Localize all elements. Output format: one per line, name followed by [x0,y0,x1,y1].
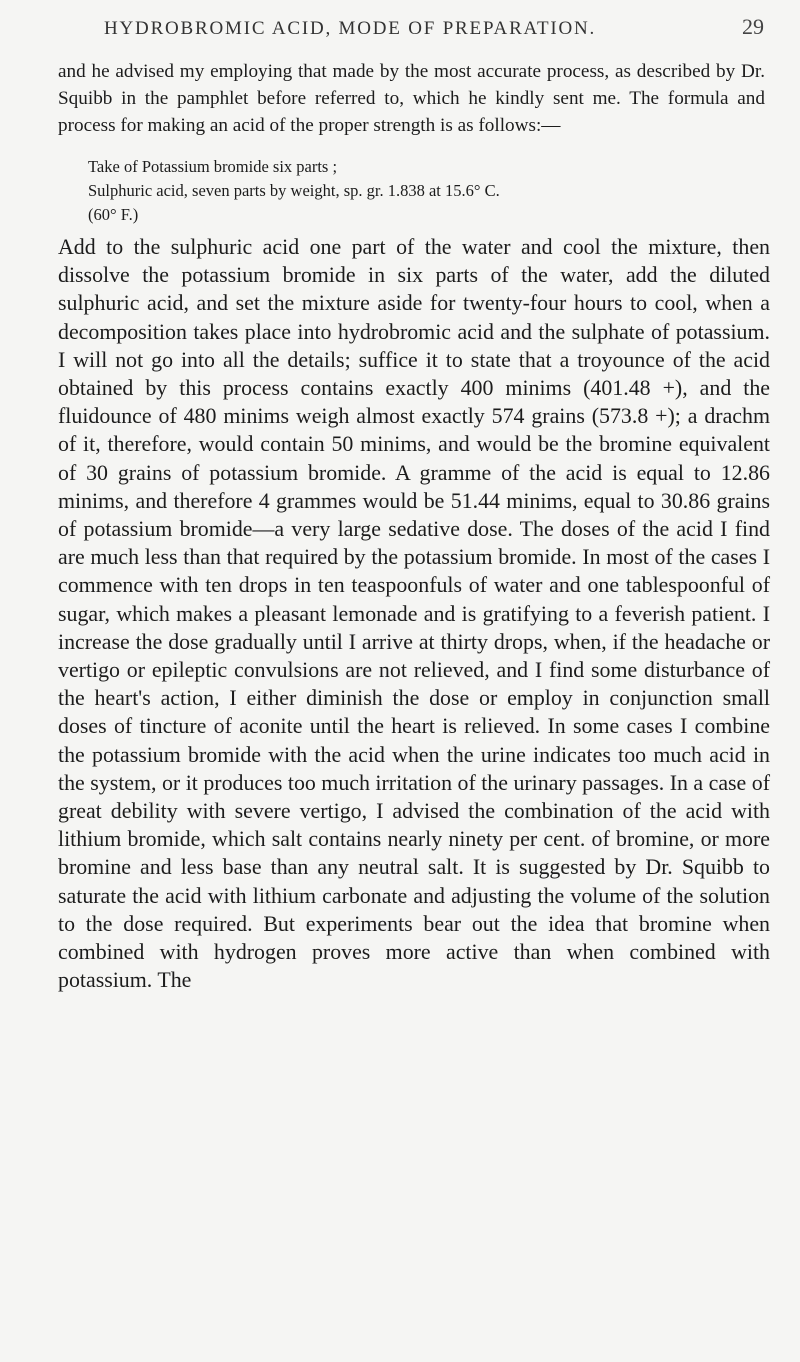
page-header [58,14,770,58]
formula-block [58,155,770,227]
main-paragraph: Add to the sulphuric acid one part of the water and cool the mixture, then dissolve the potassium bromide in six parts of the water, add the diluted sulphuric acid, and set the mixture aside for twenty-four hours to cool, when a decomposition takes place into hydrobromic acid and the sulphate of potassium. I will not go into all the details; suffice it to state that a troyounce of the acid obtained by this process contains exactly 400 minims (401.48 +), and the fluidounce of 480 minims weigh almost exactly 574 grains (573.8 +); a drachm of it, therefore, would contain 50 minims, and would be the bromine equivalent of 30 grains of potassium bromide. A gramme of the acid is equal to 12.86 minims, and therefore 4 grammes would be 51.44 minims, equal to 30.86 grains of potassium bromide—a very large sedative dose. The doses of the acid I find are much less than that required by the potassium bromide. In most of the cases I commence with ten drops in ten teaspoonfuls of water and one tablespoonful of sugar, which makes a pleasant lemonade and is gratifying to a feverish patient. I increase the dose gradually until I arrive at thirty drops, when, if the headache or vertigo or epileptic convulsions are not relieved, and I find some disturbance of the heart's action, I either diminish the dose or employ in conjunction small doses of tincture of aconite until the heart is relieved. In some cases I combine the potassium bromide with the acid when the urine indicates too much acid in the system, or it produces too much irritation of the urinary passages. In a case of great debility with severe vertigo, I advised the combination of the acid with lithium bromide, which salt contains nearly ninety per cent. of bromine, or more bromine and less base than any neutral salt. It is suggested by Dr. Squibb to saturate the acid with lithium carbonate and adjusting the volume of the solution to the dose required. But experiments bear out the idea that bromine when combined with hydrogen proves more active than when combined with potassium. The [58,234,770,993]
formula-line-sulphuric-acid: Sulphuric acid, seven parts by weight, sp. gr. 1.838 at 15.6° C. [88,181,500,200]
book-page [58,14,770,994]
running-head: HYDROBROMIC ACID, MODE OF PREPARATION. [104,18,597,39]
page-number: 29 [742,14,764,39]
intro-paragraph: and he advised my employing that made by the most accurate process, as described by Dr. Squibb in the pamphlet before referred to, which he kindly sent me. The formula and process for making an acid of the proper strength is as follows:— [58,61,765,136]
formula-line-potassium-bromide: Take of Potassium bromide six parts ; [88,157,338,176]
formula-line-fahrenheit: (60° F.) [88,205,139,224]
